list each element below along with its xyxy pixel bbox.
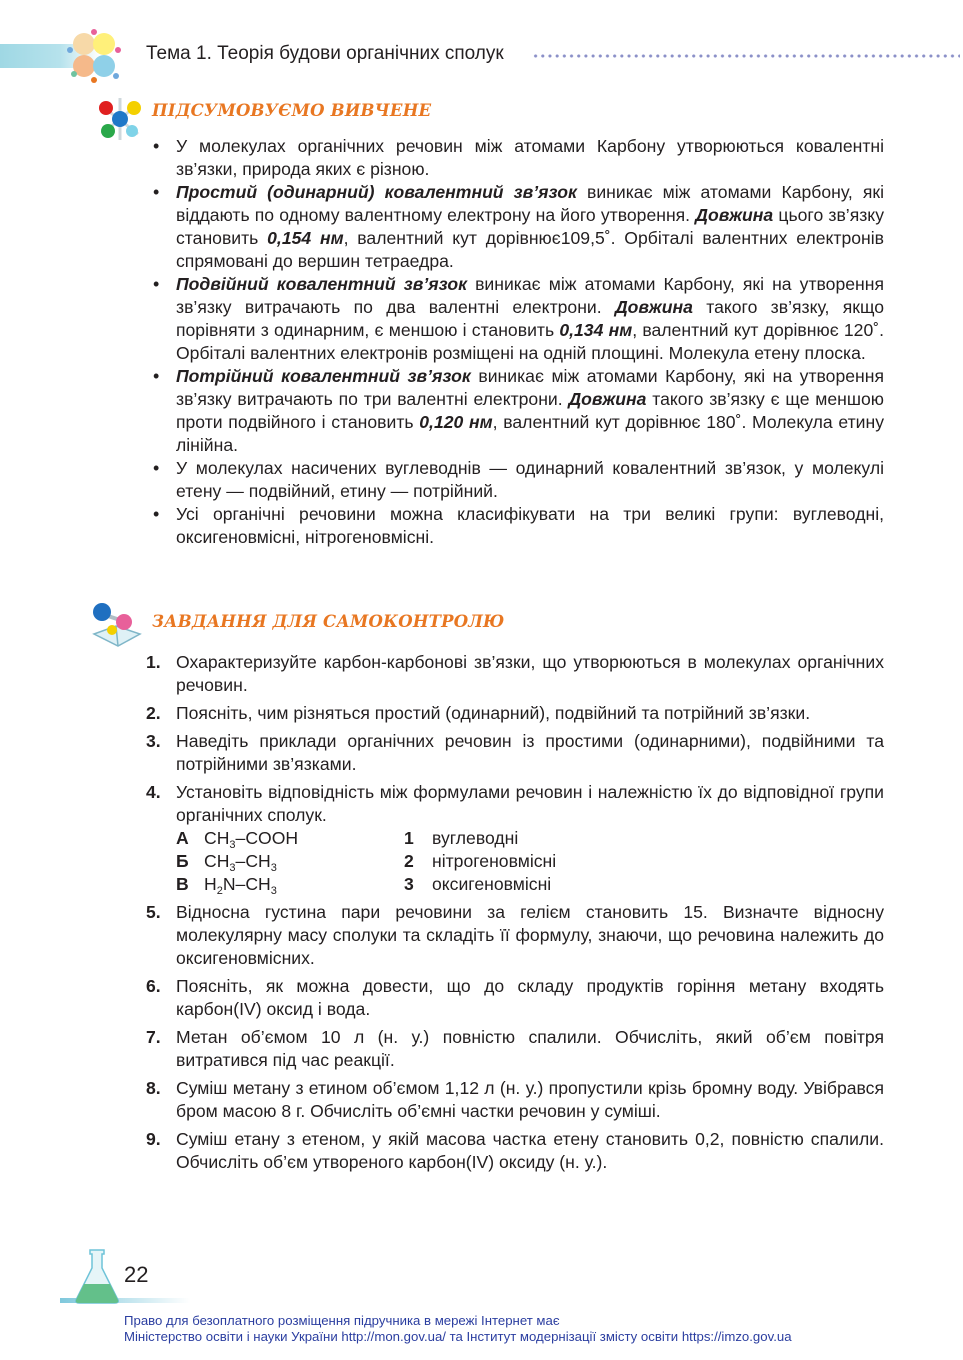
bond-length-value: 0,120 нм bbox=[419, 412, 493, 432]
formula-letter: В bbox=[176, 874, 189, 894]
task-item bbox=[140, 1077, 884, 1123]
bond-length-value: 0,154 нм bbox=[267, 228, 344, 248]
formula-letter: А bbox=[176, 828, 189, 848]
formula: $H_2N-CH_3$ bbox=[204, 874, 277, 897]
header-dotted-rule bbox=[532, 54, 960, 58]
summary-item: • У молекулах органічних речовин між атомами Карбону утворюються ковалентні зв’язки, природа яких є різною. bbox=[150, 135, 884, 181]
task-text: Суміш метану з етином об’ємом 1,12 л (н. у.) пропустили крізь бромну воду. Увібрався бром масою 8 г. Обчисліть об’ємні частки речовин у суміші. bbox=[176, 1078, 884, 1121]
task-text: Відносна густина пари речовини за гелієм становить 15. Визначте відносну молекулярну масу сполуки та складіть її формулу, знаючи, що речовина належить до оксигеновмісних. bbox=[176, 902, 884, 968]
tasks-heading: ЗАВДАННЯ ДЛЯ САМОКОНТРОЛЮ bbox=[152, 612, 505, 631]
flask-icon bbox=[72, 1248, 122, 1304]
molecules-summary-icon bbox=[92, 94, 148, 144]
molecule-book-icon bbox=[88, 600, 146, 650]
molecule-logo-icon bbox=[64, 28, 124, 84]
task-number: 5. bbox=[146, 902, 161, 922]
formula: $CH_3-CH_3$ bbox=[204, 851, 277, 874]
task-number: 9. bbox=[146, 1129, 161, 1149]
task-item bbox=[140, 781, 884, 896]
tasks-list bbox=[140, 651, 884, 1179]
task-number: 2. bbox=[146, 703, 161, 723]
task-item bbox=[140, 702, 884, 725]
bond-length-value: 0,134 нм bbox=[559, 320, 633, 340]
task-text: Поясніть, як можна довести, що до складу продуктів горіння метану входять карбон(IV) оксид і вода. bbox=[176, 976, 884, 1019]
task-text: Суміш етану з етеном, у якій масова частка етену становить 0,2, повністю спалили. Обчисліть об’єм утвореного карбон(IV) оксиду (н. у.). bbox=[176, 1129, 884, 1172]
term: Потрійний ковалентний зв’язок bbox=[176, 366, 471, 386]
group-number: 3 bbox=[404, 874, 414, 894]
formula: $CH_3$–COOH bbox=[204, 828, 299, 851]
summary-item: • У молекулах насичених вуглеводнів — одинарний ковалентний зв’язок, у молекулі етену — подвійний, етину — потрійний. bbox=[150, 457, 884, 503]
task-number: 3. bbox=[146, 731, 161, 751]
task-number: 6. bbox=[146, 976, 161, 996]
group-label: оксигеновмісні bbox=[432, 874, 552, 894]
rights-notice: Право для безоплатного розміщення підручника в мережі Інтернет має Міністерство освіти і науки України http://mon.gov.ua/ та Інститут модернізації змісту освіти https://imzo.gov.ua bbox=[124, 1313, 792, 1344]
term: Подвійний ковалентний зв’язок bbox=[176, 274, 468, 294]
summary-heading: ПІДСУМОВУЄМО ВИВЧЕНЕ bbox=[152, 101, 432, 120]
task-number: 8. bbox=[146, 1078, 161, 1098]
task-text: Метан об’ємом 10 л (н. у.) повністю спалили. Обчисліть, який об’єм повітря витратився під час реакції. bbox=[176, 1027, 884, 1070]
term: Довжина bbox=[695, 205, 774, 225]
task-text: Установіть відповідність між формулами речовин і належністю їх до відповідної групи органічних сполук. bbox=[176, 782, 884, 825]
task-item bbox=[140, 730, 884, 776]
summary-item: • Подвійний ковалентний зв’язок виникає між атомами Карбону, які на утворення зв’язку витрачають по два валентні електрони. Довжина такого зв’язку, якщо порівняти з одинарним, є меншою і становить 0,134 нм, валентний кут дорівнює 120˚. Орбіталі валентних електронів розміщені на одній площині. Молекула етену плоска. bbox=[150, 273, 884, 365]
page-number: 22 bbox=[124, 1262, 149, 1287]
task-number: 4. bbox=[146, 782, 161, 802]
topic-title: Тема 1. Теорія будови органічних сполук bbox=[146, 43, 504, 64]
summary-item: • Простий (одинарний) ковалентний зв’язок виникає між атомами Карбону, які віддають по одному валентному електрону на його утворення. Довжина цього зв’язку становить 0,154 нм, валентний кут дорівнює109,5˚. Орбіталі валентних електронів спрямовані до вершин тетраедра. bbox=[150, 181, 884, 273]
summary-list bbox=[150, 135, 884, 549]
task-number: 1. bbox=[146, 652, 161, 672]
task-item bbox=[140, 1026, 884, 1072]
group-label: нітрогеновмісні bbox=[432, 851, 557, 871]
task-text: Охарактеризуйте карбон-карбонові зв’язки, що утворюються в молекулах органічних речовин. bbox=[176, 652, 884, 695]
group-number: 1 bbox=[404, 828, 414, 848]
task-text: Поясніть, чим різняться простий (одинарний), подвійний та потрійний зв’язки. bbox=[176, 703, 811, 723]
term: Довжина bbox=[614, 297, 693, 317]
term: Довжина bbox=[568, 389, 647, 409]
term: Простий (одинарний) ковалентний зв’язок bbox=[176, 182, 577, 202]
task-item bbox=[140, 1128, 884, 1174]
summary-item: • Усі органічні речовини можна класифікувати на три великі групи: вуглеводні, оксигеновмісні, нітрогеновмісні. bbox=[150, 503, 884, 549]
matching-table bbox=[176, 827, 884, 896]
formula-letter: Б bbox=[176, 851, 189, 871]
task-item bbox=[140, 651, 884, 697]
group-label: вуглеводні bbox=[432, 828, 519, 848]
task-item bbox=[140, 901, 884, 970]
task-number: 7. bbox=[146, 1027, 161, 1047]
task-text: Наведіть приклади органічних речовин із простими (одинарними), подвійними та потрійними зв’язками. bbox=[176, 731, 884, 774]
task-item bbox=[140, 975, 884, 1021]
summary-item: • Потрійний ковалентний зв’язок виникає між атомами Карбону, які на утворення зв’язку витрачають по три валентні електрони. Довжина такого зв’язку є ще меншою проти подвійного і становить 0,120 нм, валентний кут дорівнює 180˚. Молекула етину лінійна. bbox=[150, 365, 884, 457]
group-number: 2 bbox=[404, 851, 414, 871]
